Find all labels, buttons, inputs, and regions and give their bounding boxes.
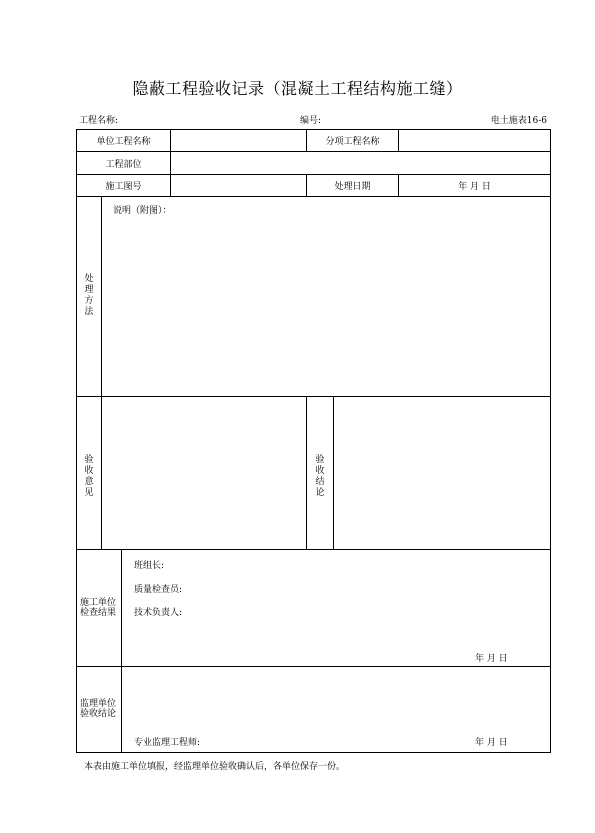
supervising-engineer-label: 专业监理工程师: (134, 738, 201, 748)
contractor-date: 年 月 日 (475, 654, 508, 664)
acceptance-opinion-area[interactable] (102, 397, 306, 549)
project-name-label: 工程名称: (79, 116, 119, 126)
process-date-label: 处理日期 (334, 182, 371, 192)
form-number-label: 编号: (300, 116, 322, 126)
form-code: 电土施表16-6 (490, 116, 547, 126)
acceptance-opinion-label: 验收意见 (84, 455, 94, 498)
footer-note: 本表由施工单位填报，经监理单位验收确认后，各单位保存一份。 (84, 762, 346, 772)
sub-project-name-field[interactable] (399, 130, 550, 151)
project-part-field[interactable] (171, 152, 550, 174)
drawing-number-field[interactable] (171, 175, 306, 196)
process-date-field[interactable]: 年 月 日 (458, 182, 491, 192)
form-title: 隐蔽工程验收记录（混凝土工程结构施工缝） (132, 79, 463, 98)
project-part-label: 工程部位 (105, 159, 142, 170)
treatment-note-area[interactable] (102, 215, 550, 395)
supervisor-conclusion-area[interactable] (122, 667, 550, 727)
quality-inspector-label: 质量检查员: (134, 585, 183, 595)
contractor-check-label: 施工单位检查结果 (79, 598, 116, 618)
acceptance-conclusion-label: 验收结论 (315, 455, 325, 498)
supervisor-date: 年 月 日 (475, 738, 508, 748)
tech-manager-label: 技术负责人: (134, 608, 183, 618)
supervisor-conclusion-label: 监理单位验收结论 (79, 699, 116, 719)
acceptance-conclusion-area[interactable] (334, 397, 550, 549)
treatment-note-label: 说明（附图）： (113, 206, 172, 216)
unit-project-name-label: 单位工程名称 (96, 137, 151, 147)
unit-project-name-field[interactable] (171, 130, 306, 151)
treatment-method-label: 处理方法 (84, 274, 94, 317)
sub-project-name-label: 分项工程名称 (325, 137, 380, 147)
team-leader-label: 班组长: (134, 561, 165, 571)
drawing-number-label: 施工图号 (105, 182, 142, 192)
